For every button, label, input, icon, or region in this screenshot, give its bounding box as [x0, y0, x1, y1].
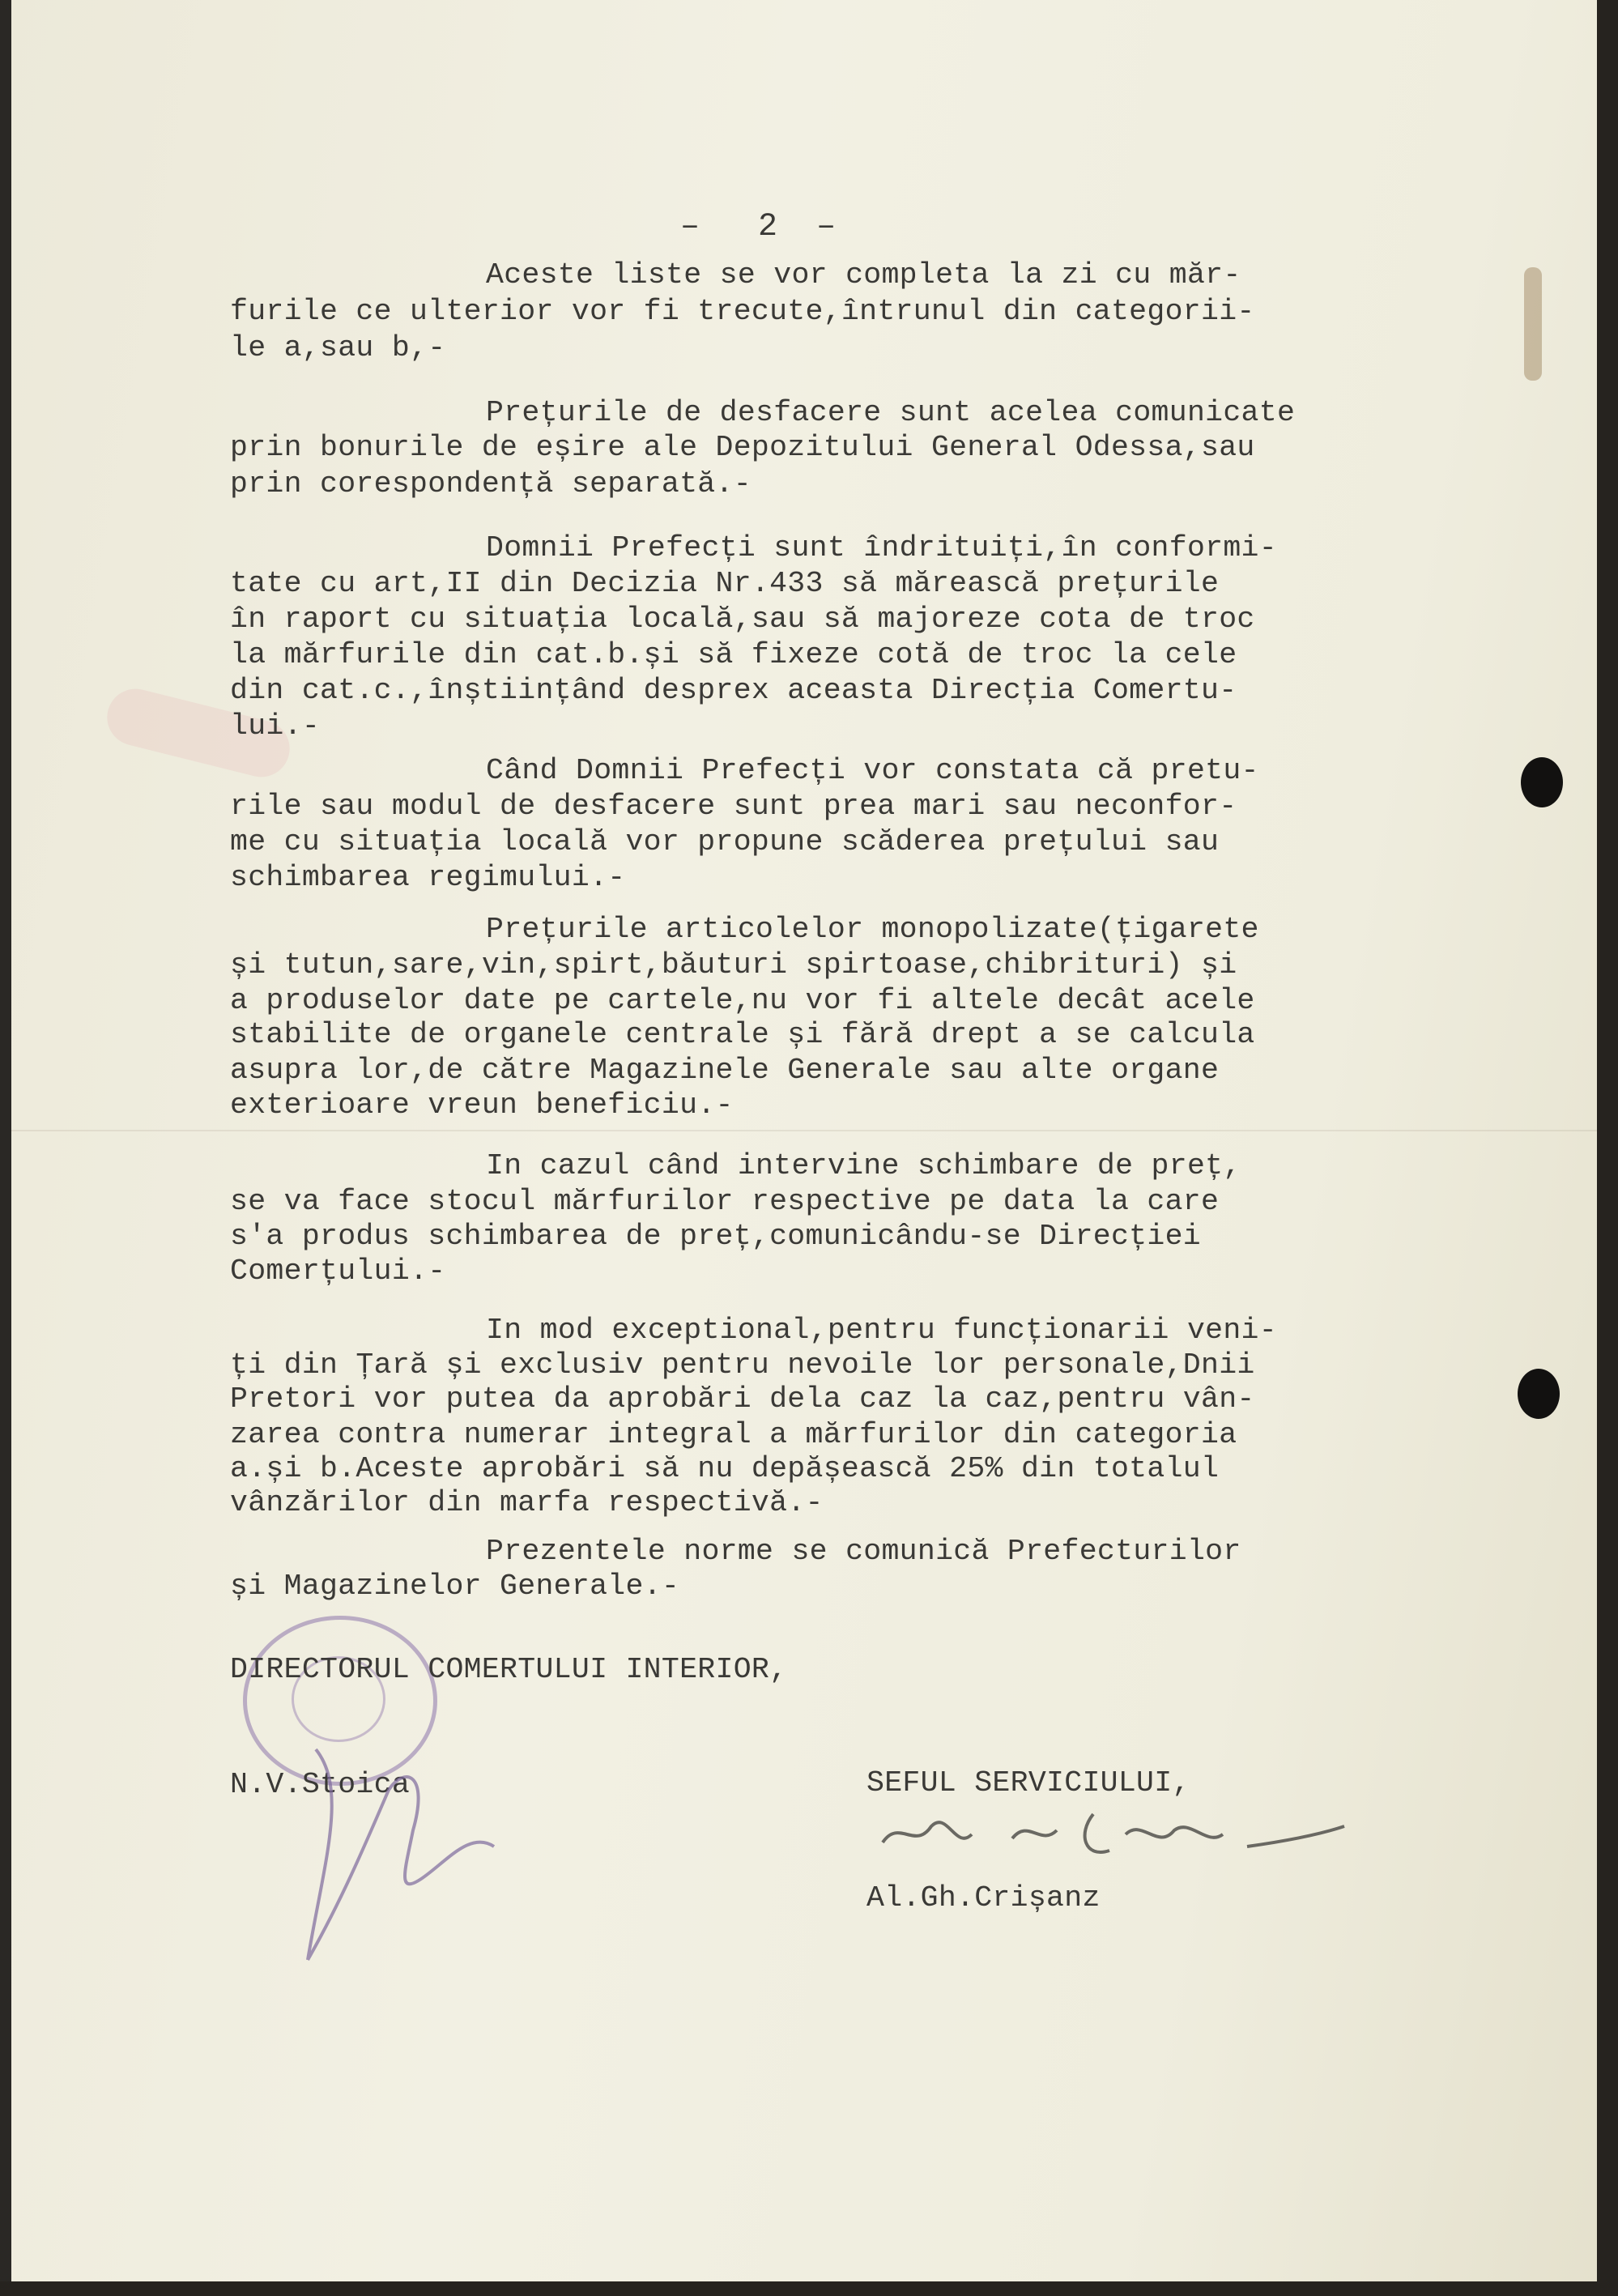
text-line: In cazul când intervine schimbare de preț, — [486, 1149, 1241, 1182]
service-chief-name: Al.Gh.Crișanz — [866, 1881, 1101, 1915]
text-line: prin corespondență separată.- — [230, 467, 752, 501]
text-line: asupra lor,de către Magazinele Generale sau alte organe — [230, 1054, 1220, 1087]
text-line: în raport cu situația locală,sau să majoreze cota de troc — [230, 603, 1255, 636]
text-line: ți din Țară și exclusiv pentru nevoile lor personale,Dnii — [230, 1348, 1255, 1382]
paper-stain — [1524, 267, 1542, 381]
text-line: stabilite de organele centrale și fără drept a se calcula — [230, 1018, 1255, 1051]
text-line: Prețurile de desfacere sunt acelea comunicate — [486, 396, 1296, 429]
text-line: schimbarea regimului.- — [230, 861, 626, 894]
text-line: lui.- — [230, 709, 321, 743]
text-line: In mod exceptional,pentru funcționarii veni- — [486, 1314, 1277, 1347]
service-chief-title: SEFUL SERVICIULUI, — [866, 1766, 1190, 1800]
text-line: Pretori vor putea da aprobări dela caz la caz,pentru vân- — [230, 1382, 1255, 1416]
text-line: și Magazinelor Generale.- — [230, 1570, 680, 1603]
text-line: prin bonurile de eșire ale Depozitului General Odessa,sau — [230, 431, 1255, 464]
text-line: exterioare vreun beneficiu.- — [230, 1088, 734, 1122]
page-number: – 2 – — [680, 209, 837, 245]
text-line: s'a produs schimbarea de preț,comunicându-se Direcției — [230, 1220, 1201, 1253]
text-line: Prețurile articolelor monopolizate(țigarete — [486, 913, 1259, 946]
text-line: furile ce ulterior vor fi trecute,întrunul din categorii- — [230, 295, 1255, 328]
director-name: N.V.Stoica — [230, 1768, 411, 1801]
text-line: Când Domnii Prefecți vor constata că pretu- — [486, 754, 1259, 787]
text-line: Domnii Prefecți sunt îndrituiți,în conformi- — [486, 531, 1277, 564]
director-title: DIRECTORUL COMERTULUI INTERIOR, — [230, 1653, 788, 1686]
service-chief-signature-icon — [866, 1802, 1352, 1867]
director-signature-icon — [292, 1717, 534, 1984]
punch-hole-bottom — [1518, 1369, 1560, 1419]
scan-edge-right — [1597, 0, 1618, 2296]
text-line: la mărfurile din cat.b.și să fixeze cotă de troc la cele — [230, 638, 1237, 671]
text-line: a.și b.Aceste aprobări să nu depășească 25% din totalul — [230, 1452, 1220, 1485]
text-line: vânzărilor din marfa respectivă.- — [230, 1486, 824, 1519]
text-line: a produselor date pe cartele,nu vor fi altele decât acele — [230, 984, 1255, 1017]
text-line: se va face stocul mărfurilor respective pe data la care — [230, 1185, 1220, 1218]
paper-fold — [11, 1130, 1597, 1131]
scan-edge-bottom — [0, 2281, 1618, 2296]
text-line: din cat.c.,înștiințând desprex aceasta Direcția Comertu- — [230, 674, 1237, 707]
text-line: me cu situația locală vor propune scăderea prețului sau — [230, 825, 1220, 858]
text-line: și tutun,sare,vin,spirt,băuturi spirtoase,chibrituri) și — [230, 948, 1237, 982]
punch-hole-top — [1521, 757, 1563, 807]
text-line: tate cu art,II din Decizia Nr.433 să mărească prețurile — [230, 567, 1220, 600]
text-line: Aceste liste se vor completa la zi cu măr- — [486, 258, 1241, 292]
text-line: Prezentele norme se comunică Prefecturilor — [486, 1535, 1241, 1568]
scan-edge-left — [0, 0, 11, 2296]
text-line: Comerțului.- — [230, 1254, 446, 1288]
text-line: zarea contra numerar integral a mărfurilor din categoria — [230, 1418, 1237, 1451]
text-line: rile sau modul de desfacere sunt prea mari sau neconfor- — [230, 790, 1237, 823]
text-line: le a,sau b,- — [230, 331, 446, 364]
